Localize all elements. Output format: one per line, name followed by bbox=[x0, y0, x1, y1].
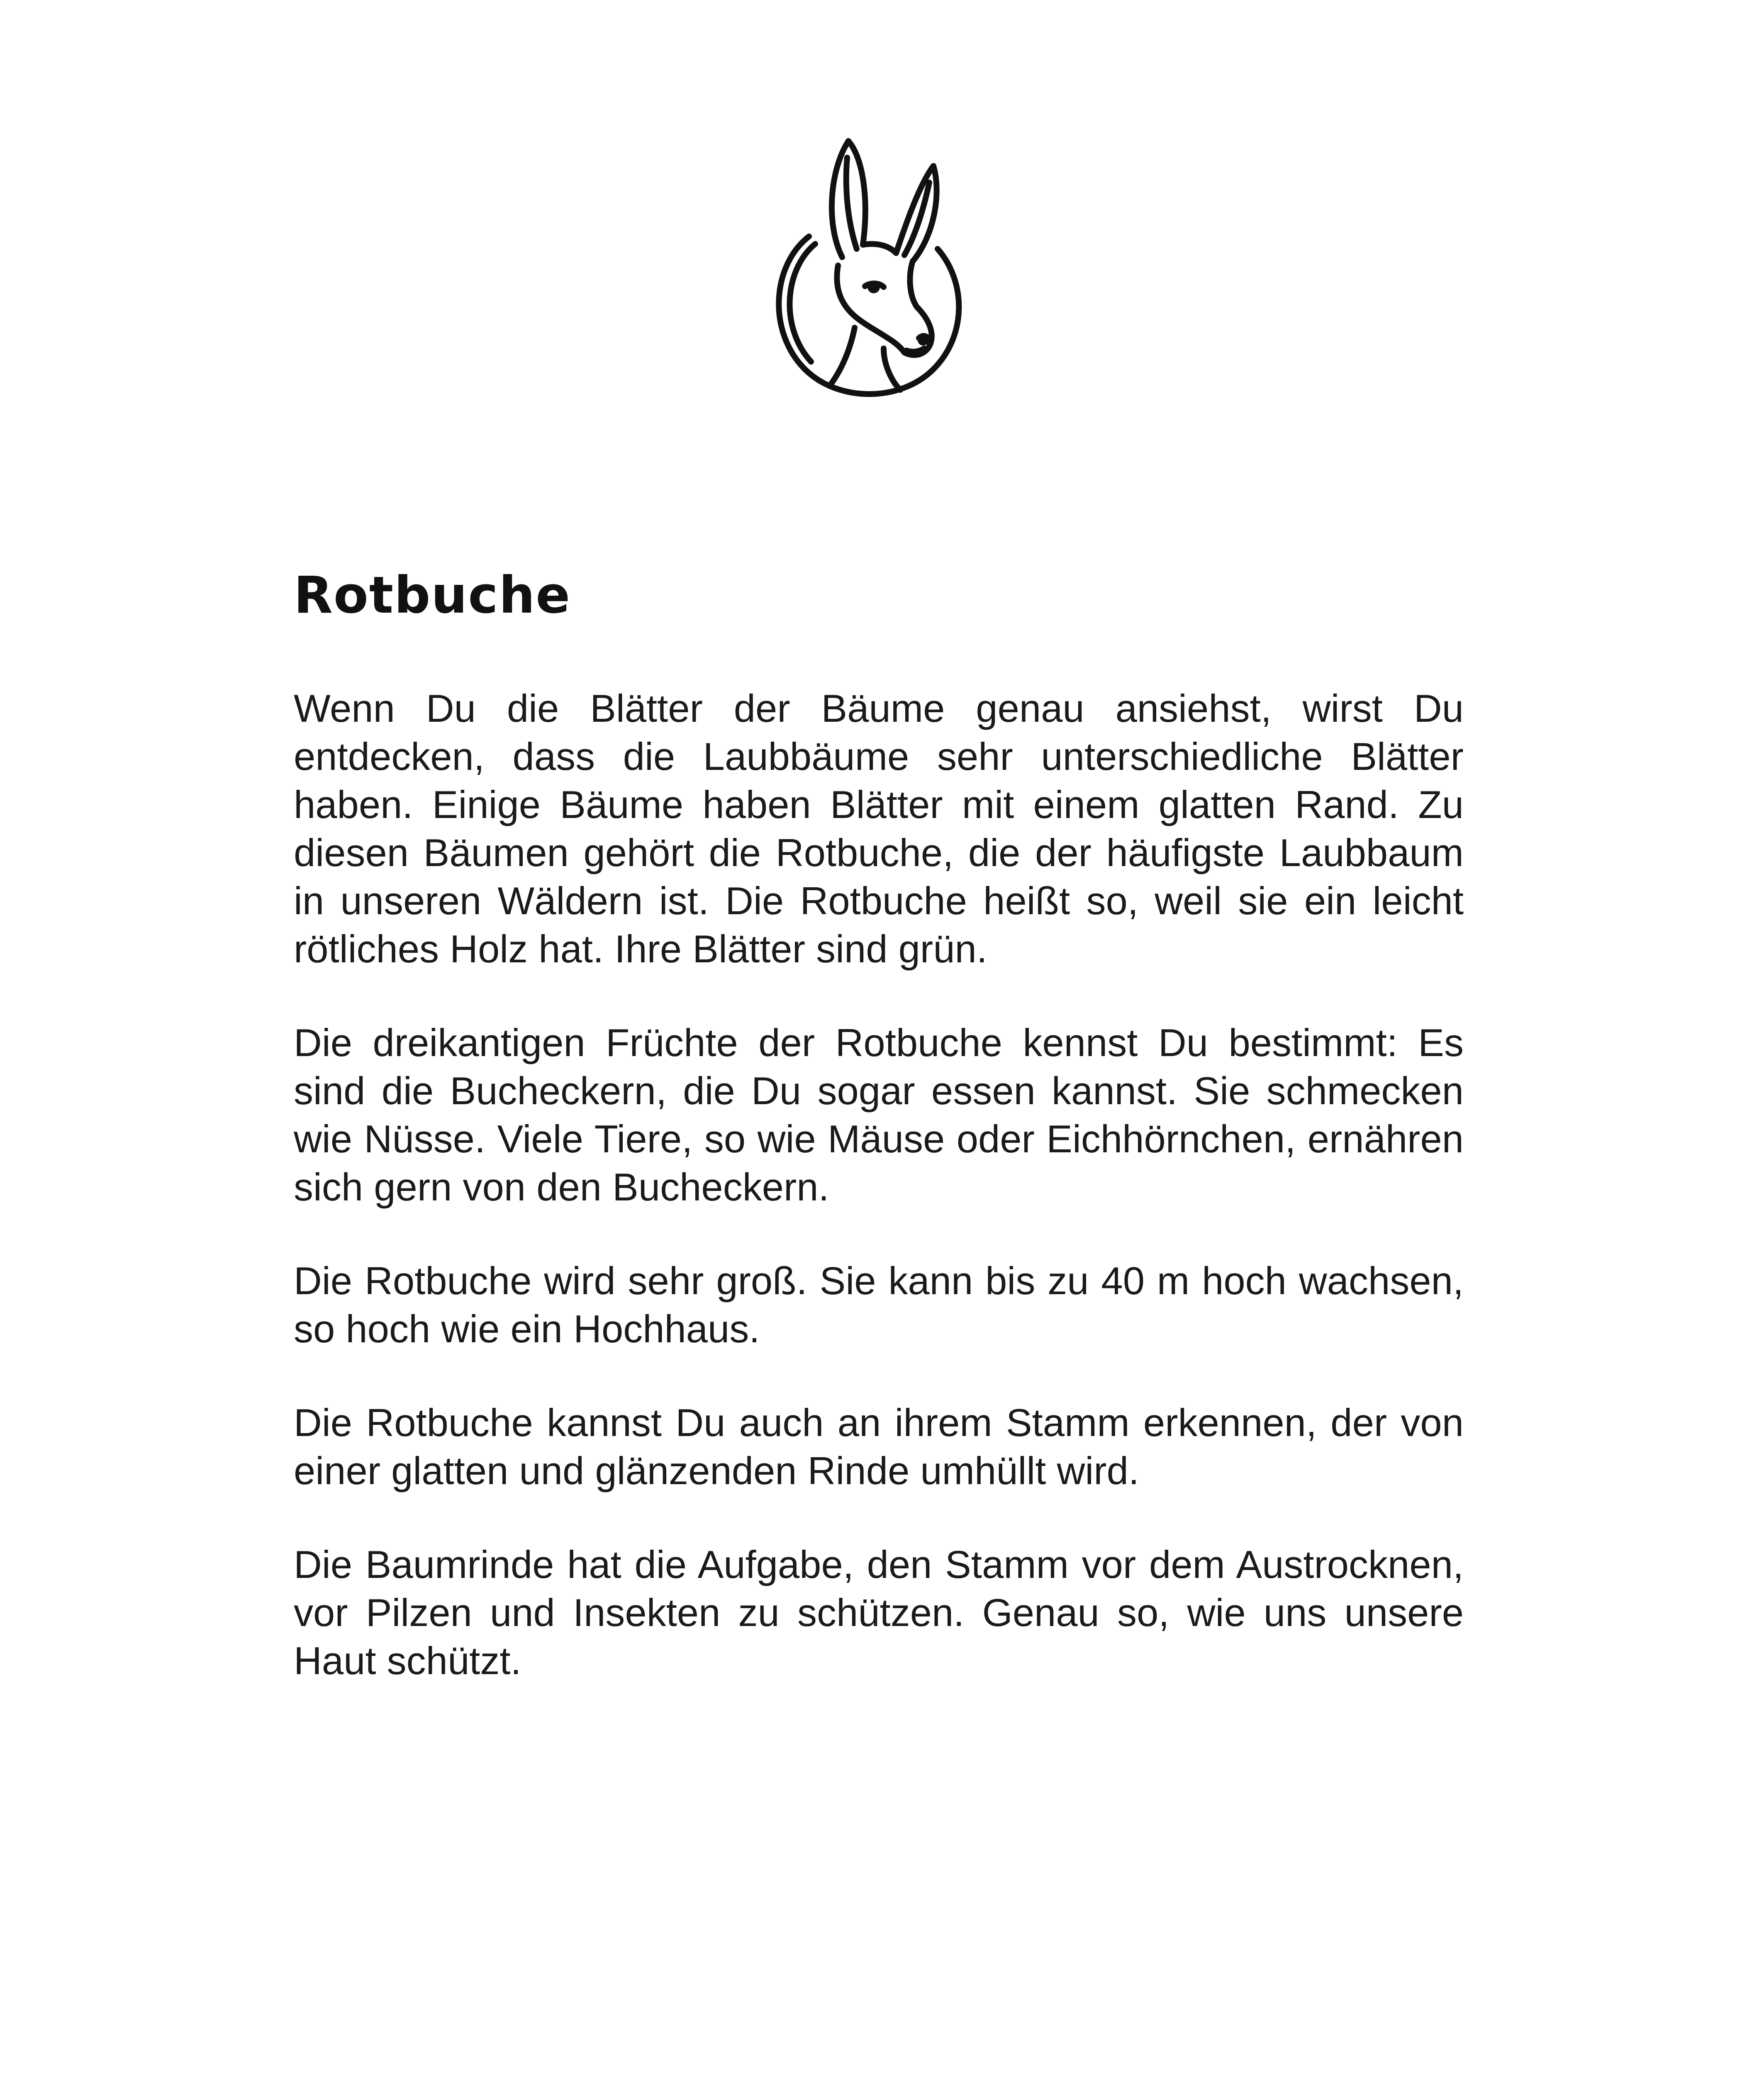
paragraph: Wenn Du die Blätter der Bäume genau ansiehst, wirst Du entdecken, dass die Laubbäume sehr unterschiedliche Blätter haben. Einige Bäume haben Blätter mit einem glatten Rand. Zu diesen Bäumen gehört die Rotbuche, die der häufigste Laubbaum in unseren Wäldern ist. Die Rotbuche heißt so, weil sie ein leicht rötliches Holz hat. Ihre Blätter sind grün. bbox=[294, 686, 1464, 971]
article bbox=[294, 564, 1464, 1731]
deer-head-icon bbox=[759, 133, 975, 407]
paragraph: Die dreikantigen Früchte der Rotbuche kennst Du bestimmt: Es sind die Bucheckern, die Du sogar essen kannst. Sie schmecken wie Nüsse. Viele Tiere, so wie Mäuse oder Eichhörnchen, ernähren sich gern von den Bucheckern. bbox=[294, 1021, 1464, 1209]
paragraph: Die Baumrinde hat die Aufgabe, den Stamm vor dem Austrocknen, vor Pilzen und Insekten zu schützen. Genau so, wie uns unsere Haut schützt. bbox=[294, 1543, 1464, 1682]
page-title: Rotbuche bbox=[294, 566, 571, 625]
paragraph: Die Rotbuche kannst Du auch an ihrem Stamm erkennen, der von einer glatten und glänzenden Rinde umhüllt wird. bbox=[294, 1401, 1464, 1492]
paragraph: Die Rotbuche wird sehr groß. Sie kann bis zu 40 m hoch wachsen, so hoch wie ein Hochhaus. bbox=[294, 1259, 1464, 1351]
